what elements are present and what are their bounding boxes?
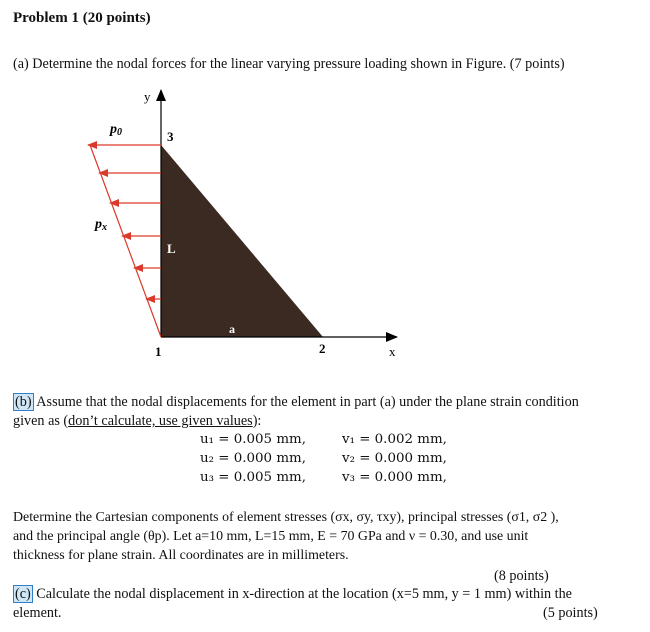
part-b-points: (8 points) bbox=[494, 568, 549, 584]
length-a-label: a bbox=[229, 322, 235, 336]
part-c-label: (c) bbox=[15, 586, 31, 602]
part-b-para2: and the principal angle (θp). Let a=10 mm, L=15 mm, E = 70 GPa and ν = 0.30, and use unit bbox=[13, 529, 529, 544]
x-axis-label: x bbox=[389, 344, 396, 359]
problem-title: Problem 1 (20 points) bbox=[13, 10, 151, 26]
triangle-element bbox=[161, 145, 323, 337]
disp-v3: v₃ = 0.000 mm, bbox=[342, 470, 447, 485]
disp-u2: u₂ = 0.000 mm, bbox=[200, 451, 306, 466]
part-b-para1: Determine the Cartesian components of element stresses (σx, σy, τxy), principal stresses (σ1, σ2 ), bbox=[13, 510, 559, 525]
px-label: px bbox=[95, 217, 107, 233]
part-c-points: (5 points) bbox=[543, 605, 598, 621]
part-b-line2: given as (don’t calculate, use given values): bbox=[13, 413, 262, 429]
disp-u1: u₁ = 0.005 mm, bbox=[200, 432, 306, 447]
disp-u3: u₃ = 0.005 mm, bbox=[200, 470, 306, 485]
p0-label: p0 bbox=[110, 122, 122, 138]
node-1-label: 1 bbox=[155, 344, 162, 359]
disp-v1: v₁ = 0.002 mm, bbox=[342, 432, 447, 447]
part-c-line2: element. bbox=[13, 605, 62, 621]
length-L-label: L bbox=[167, 241, 176, 256]
part-b-line1: (b) Assume that the nodal displacements for the element in part (a) under the plane strain condition bbox=[15, 394, 579, 410]
part-c-line1: (c) Calculate the nodal displacement in x-direction at the location (x=5 mm, y = 1 mm) within the bbox=[15, 586, 572, 602]
load-envelope bbox=[90, 145, 161, 337]
disp-v2: v₂ = 0.000 mm, bbox=[342, 451, 447, 466]
part-b-label: (b) bbox=[15, 394, 32, 410]
part-b-para3: thickness for plane strain. All coordinates are in millimeters. bbox=[13, 548, 349, 563]
part-a-text: (a) Determine the nodal forces for the linear varying pressure loading shown in Figure. (7 points) bbox=[13, 56, 565, 72]
node-2-label: 2 bbox=[319, 341, 326, 356]
node-3-label: 3 bbox=[167, 129, 174, 144]
y-axis-label: y bbox=[144, 89, 151, 104]
